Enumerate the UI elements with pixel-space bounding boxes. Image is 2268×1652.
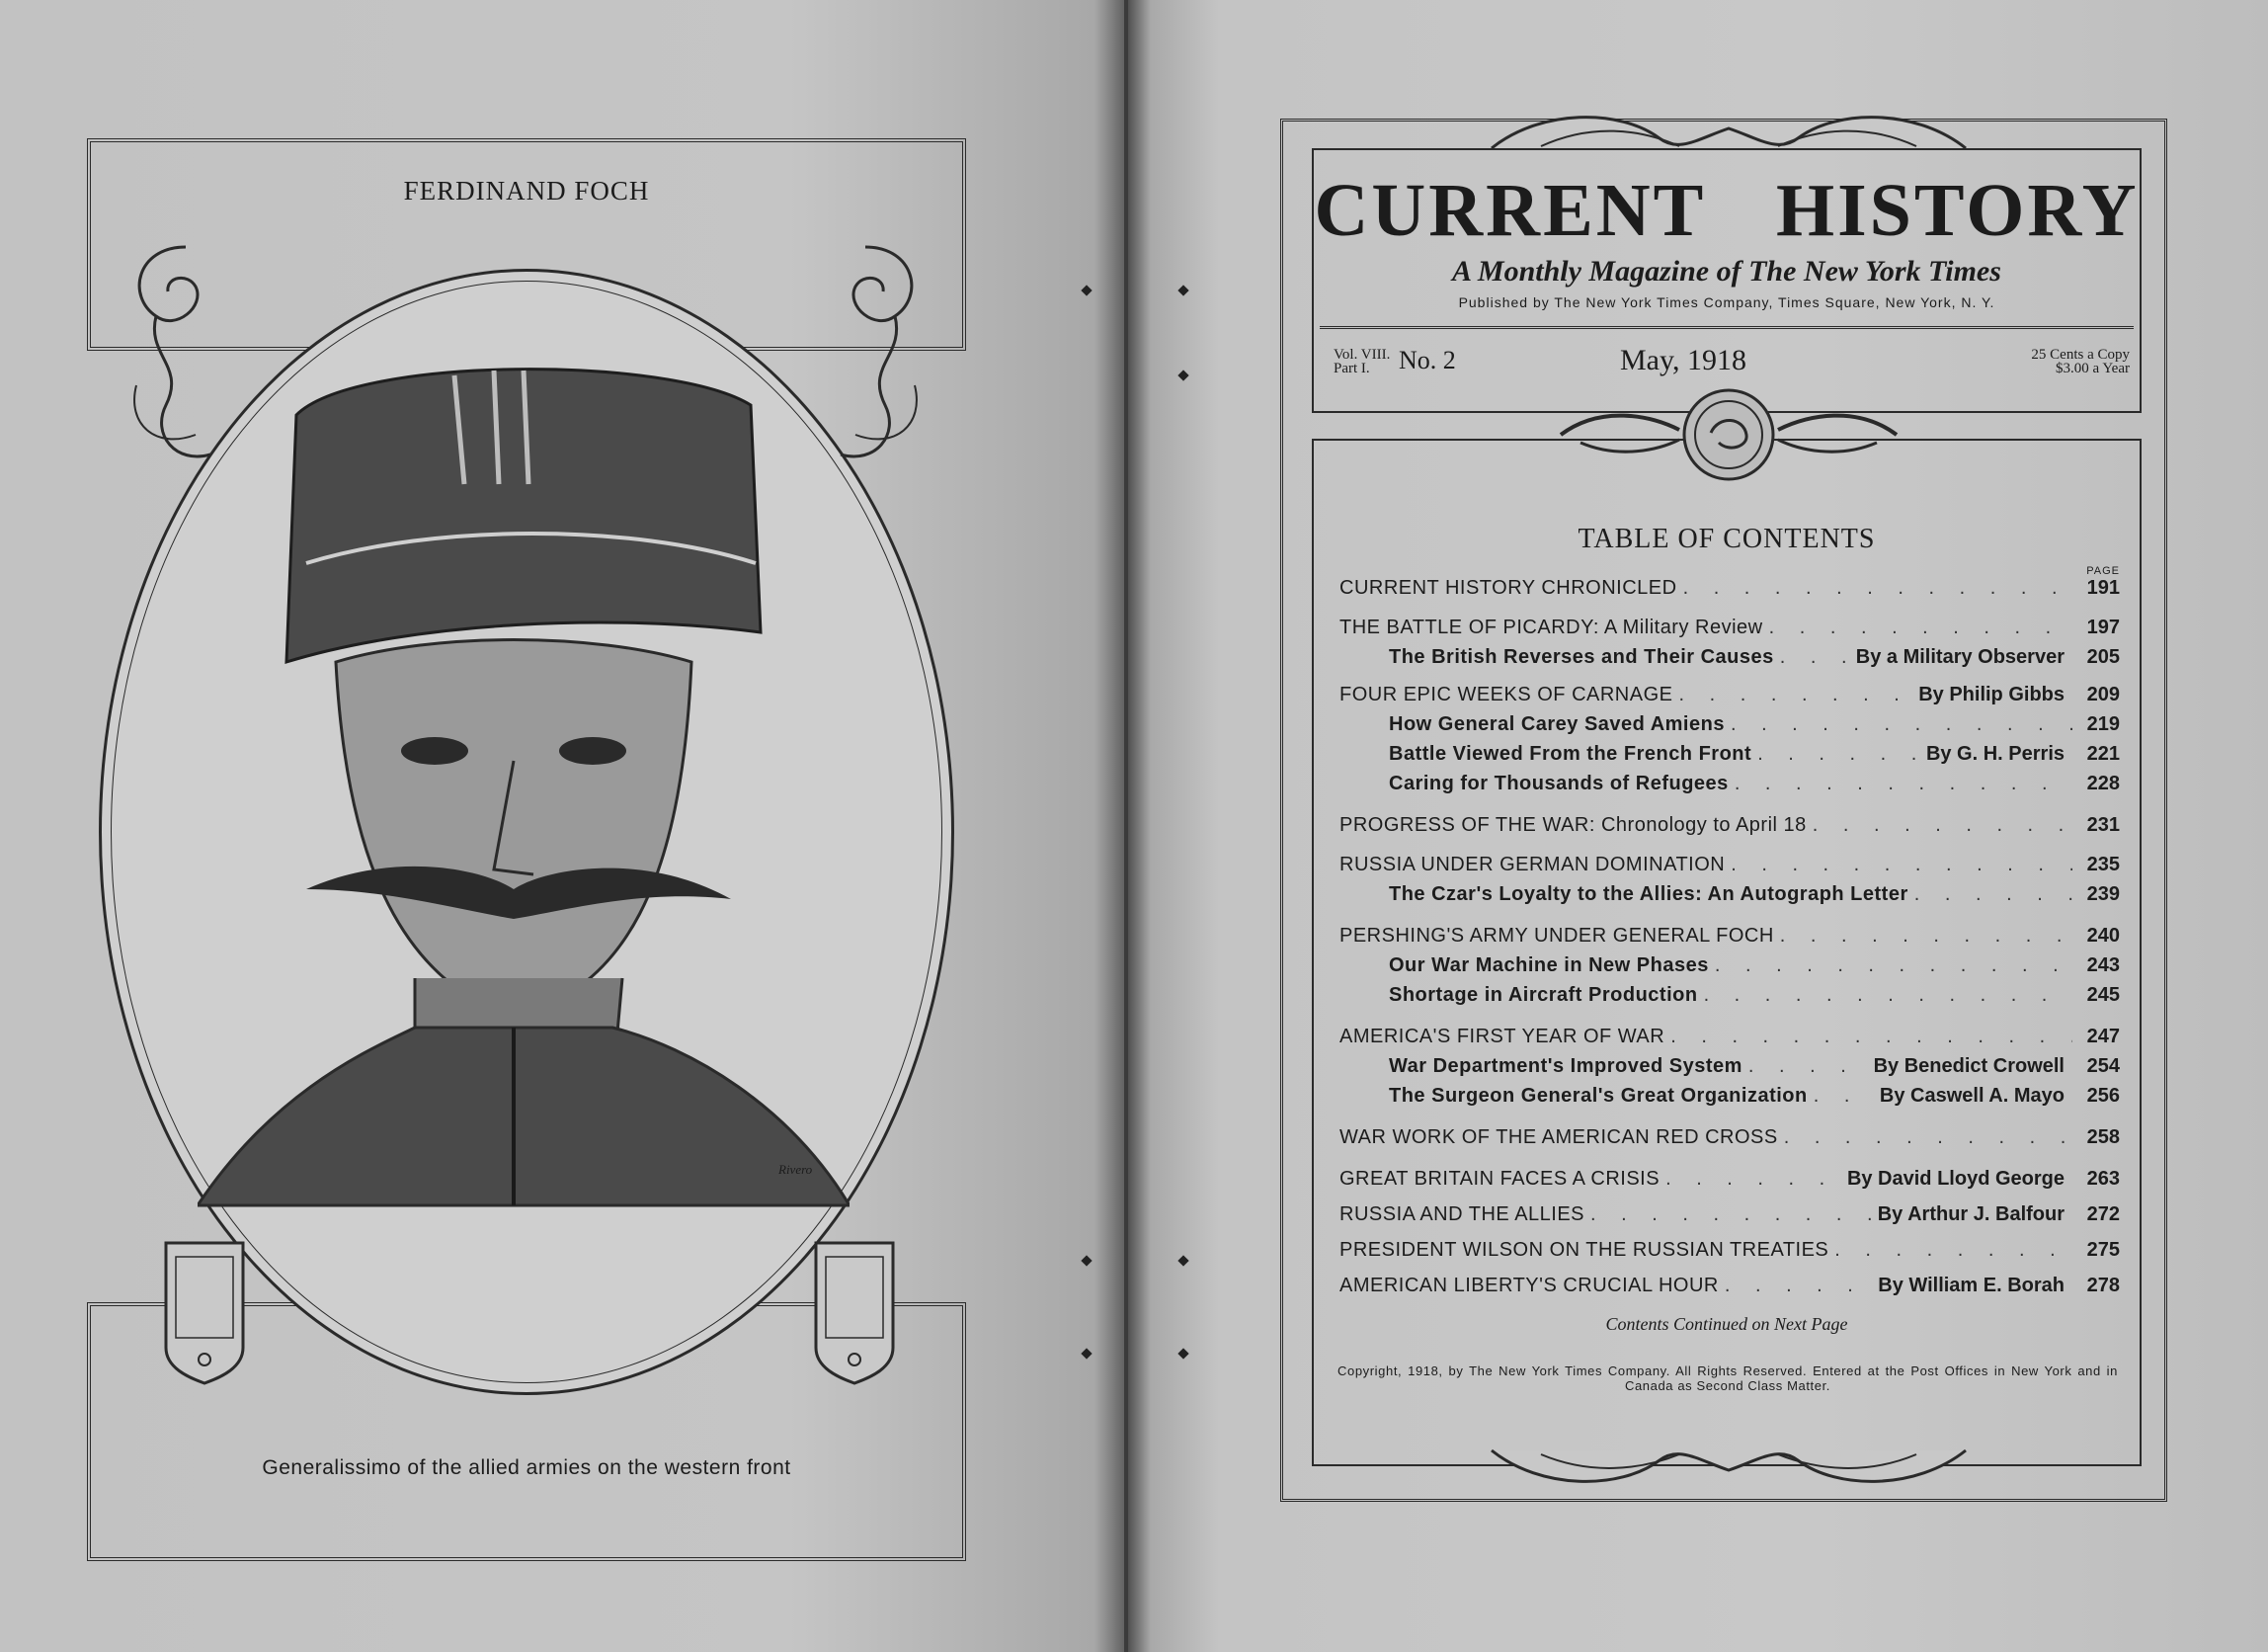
artist-signature: Rivero: [778, 1162, 813, 1177]
toc-entry: [1389, 1055, 2120, 1085]
toc-entry-title: PROGRESS OF THE WAR: Chronology to April 18: [1339, 814, 1807, 836]
right-heraldic-shield: [812, 1239, 897, 1387]
portrait-name: FERDINAND FOCH: [403, 176, 650, 206]
toc-entry-title: THE BATTLE OF PICARDY: A Military Review: [1339, 617, 1763, 638]
toc-entry-page: 191: [2086, 577, 2120, 599]
toc-entry-title: WAR WORK OF THE AMERICAN RED CROSS: [1339, 1126, 1778, 1148]
copyright-notice: Copyright, 1918, by The New York Times Company. All Rights Reserved. Entered at the Post Offices in New York and in Canada as Second Class Matter.: [1337, 1363, 2118, 1393]
portrait-illustration: [198, 336, 850, 1225]
magazine-title: CURRENT HISTORY: [1314, 169, 2140, 252]
toc-entry-title: AMERICAN LIBERTY'S CRUCIAL HOUR: [1339, 1275, 1719, 1296]
toc-entry: [1339, 925, 2120, 954]
toc-entry-title: CURRENT HISTORY CHRONICLED: [1339, 577, 1677, 599]
toc-leader-dots: [1590, 1203, 1872, 1226]
medallion-ornament: [1551, 385, 1906, 484]
toc-leader-dots: [1780, 646, 1850, 669]
toc-entry-title: RUSSIA UNDER GERMAN DOMINATION: [1339, 854, 1726, 875]
toc-entry-page: 221: [2086, 743, 2120, 765]
contents-continued-note: Contents Continued on Next Page: [1605, 1314, 1848, 1334]
toc-entry: [1339, 1026, 2120, 1055]
toc-entry-author: By a Military Observer: [1855, 646, 2065, 668]
toc-leader-dots: [1914, 883, 2072, 906]
toc-entry-page: 243: [2086, 954, 2120, 976]
toc-entry-page: 228: [2086, 773, 2120, 794]
toc-entry-page: 239: [2086, 883, 2120, 905]
toc-entry-page: 254: [2086, 1055, 2120, 1077]
toc-entry-page: 231: [2086, 814, 2120, 836]
toc-entry-title: Our War Machine in New Phases: [1389, 954, 1709, 976]
portrait-caption: Generalissimo of the allied armies on the western front: [262, 1456, 791, 1479]
issue-date: May, 1918: [1620, 344, 1747, 376]
toc-entry: [1339, 1168, 2120, 1198]
toc-entry-page: 263: [2086, 1168, 2120, 1190]
toc-entry-author: By Philip Gibbs: [1918, 684, 2065, 705]
toc-entry: [1339, 617, 2120, 646]
toc-entry: [1389, 713, 2120, 743]
price-copy: 25 Cents a Copy: [2031, 347, 2130, 363]
toc-entry: [1389, 954, 2120, 984]
toc-entry: [1339, 1203, 2120, 1233]
masthead-rule: [1320, 326, 2134, 329]
toc-entry-author: By G. H. Perris: [1925, 743, 2065, 765]
toc-entry: [1339, 814, 2120, 844]
toc-entry-title: The Czar's Loyalty to the Allies: An Autograph Letter: [1389, 883, 1908, 905]
toc-entry-author: By William E. Borah: [1878, 1275, 2065, 1296]
toc-leader-dots: [1683, 577, 2072, 600]
toc-entry-title: GREAT BRITAIN FACES A CRISIS: [1339, 1168, 1660, 1190]
toc-leader-dots: [1704, 984, 2072, 1007]
toc-entry-page: 235: [2086, 854, 2120, 875]
toc-entry: [1389, 1085, 2120, 1115]
toc-leader-dots: [1813, 814, 2072, 837]
toc-entry-title: PERSHING'S ARMY UNDER GENERAL FOCH: [1339, 925, 1774, 947]
toc-entry: [1339, 1239, 2120, 1269]
toc-leader-dots: [1715, 954, 2072, 977]
toc-entry: [1389, 883, 2120, 913]
toc-entry-page: 197: [2086, 617, 2120, 638]
toc-leader-dots: [1731, 713, 2072, 736]
toc-leader-dots: [1725, 1275, 1872, 1297]
toc-entry-author: By Benedict Crowell: [1873, 1055, 2065, 1077]
toc-leader-dots: [1735, 773, 2072, 795]
magazine-subtitle: A Monthly Magazine of The New York Times: [1452, 255, 2001, 288]
toc-entry-title: RUSSIA AND THE ALLIES: [1339, 1203, 1585, 1225]
toc-leader-dots: [1731, 854, 2072, 876]
toc-entry-title: AMERICA'S FIRST YEAR OF WAR: [1339, 1026, 1665, 1047]
toc-entry-title: The Surgeon General's Great Organization: [1389, 1085, 1808, 1107]
toc-entry: [1389, 773, 2120, 802]
toc-entry-page: 240: [2086, 925, 2120, 947]
toc-leader-dots: [1748, 1055, 1868, 1078]
toc-entry-title: The British Reverses and Their Causes: [1389, 646, 1774, 668]
publisher-line: Published by The New York Times Company, Times Square, New York, N. Y.: [1458, 294, 1995, 310]
toc-entry-page: 245: [2086, 984, 2120, 1006]
toc-entry-author: By David Lloyd George: [1846, 1168, 2065, 1190]
top-scroll-ornament: [1482, 99, 1976, 168]
toc-entry-page: 219: [2086, 713, 2120, 735]
toc-entry-author: By Arthur J. Balfour: [1877, 1203, 2065, 1225]
toc-entry-page: 247: [2086, 1026, 2120, 1047]
toc-entry-page: 258: [2086, 1126, 2120, 1148]
toc-entry-title: Caring for Thousands of Refugees: [1389, 773, 1729, 794]
toc-entry-page: 209: [2086, 684, 2120, 705]
toc-entry-page: 278: [2086, 1275, 2120, 1296]
toc-heading: TABLE OF CONTENTS: [1578, 524, 1876, 554]
toc-entry: [1339, 577, 2120, 607]
toc-entry-title: PRESIDENT WILSON ON THE RUSSIAN TREATIES: [1339, 1239, 1829, 1261]
toc-leader-dots: [1780, 925, 2072, 948]
toc-entry-page: 256: [2086, 1085, 2120, 1107]
toc-leader-dots: [1769, 617, 2072, 639]
toc-entry: [1389, 646, 2120, 676]
toc-entry: [1339, 1126, 2120, 1156]
toc-entry: [1339, 1275, 2120, 1304]
toc-leader-dots: [1784, 1126, 2072, 1149]
toc-leader-dots: [1814, 1085, 1874, 1108]
toc-entry-page: 275: [2086, 1239, 2120, 1261]
toc-entry-author: By Caswell A. Mayo: [1879, 1085, 2065, 1107]
bottom-scroll-ornament: [1482, 1431, 1976, 1500]
volume-line: Vol. VIII.: [1334, 347, 1391, 363]
toc-entry-title: FOUR EPIC WEEKS OF CARNAGE: [1339, 684, 1673, 705]
page-column-header: PAGE: [2086, 565, 2120, 577]
toc-entry-title: How General Carey Saved Amiens: [1389, 713, 1725, 735]
price-year: $3.00 a Year: [2056, 361, 2130, 376]
toc-leader-dots: [1670, 1026, 2072, 1048]
toc-entry: [1339, 684, 2120, 713]
toc-entry-title: Battle Viewed From the French Front: [1389, 743, 1752, 765]
toc-entry: [1339, 854, 2120, 883]
toc-leader-dots: [1834, 1239, 2072, 1262]
issue-number: No. 2: [1399, 346, 1456, 374]
toc-entry-page: 272: [2086, 1203, 2120, 1225]
toc-leader-dots: [1757, 743, 1920, 766]
toc-entry-title: Shortage in Aircraft Production: [1389, 984, 1698, 1006]
toc-entry: [1389, 984, 2120, 1014]
toc-leader-dots: [1665, 1168, 1841, 1191]
toc-leader-dots: [1678, 684, 1912, 706]
toc-entry-page: 205: [2086, 646, 2120, 668]
toc-entry-title: War Department's Improved System: [1389, 1055, 1742, 1077]
volume-info: [1334, 348, 1390, 375]
toc-entry: [1389, 743, 2120, 773]
part-line: Part I.: [1334, 361, 1370, 376]
left-heraldic-shield: [162, 1239, 247, 1387]
price-info: [1976, 348, 2130, 375]
